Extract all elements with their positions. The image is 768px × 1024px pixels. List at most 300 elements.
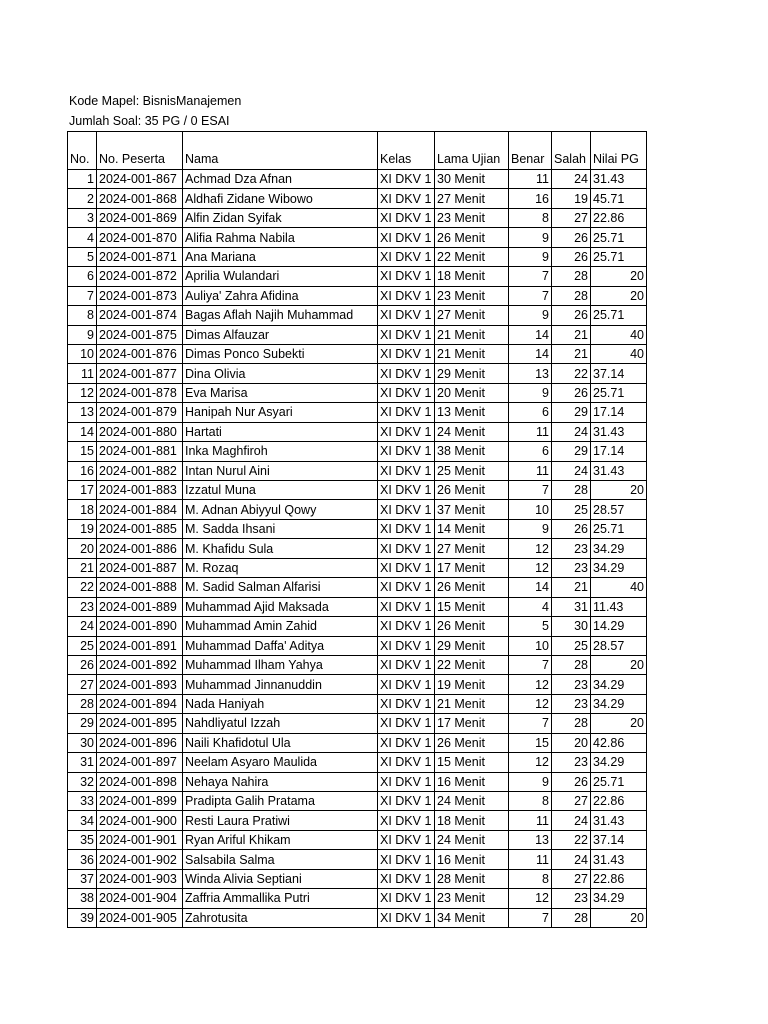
cell-no: 12: [68, 383, 97, 402]
cell-nilai-pg: 25.71: [591, 383, 647, 402]
cell-kelas: XI DKV 1: [378, 344, 435, 363]
cell-no: 15: [68, 442, 97, 461]
cell-no: 4: [68, 228, 97, 247]
cell-nama: Inka Maghfiroh: [183, 442, 378, 461]
cell-nama: Muhammad Jinnanuddin: [183, 675, 378, 694]
cell-benar: 16: [509, 189, 552, 208]
cell-salah: 21: [552, 325, 591, 344]
cell-lama-ujian: 21 Menit: [435, 344, 509, 363]
cell-kelas: XI DKV 1: [378, 286, 435, 305]
cell-kelas: XI DKV 1: [378, 558, 435, 577]
cell-lama-ujian: 17 Menit: [435, 558, 509, 577]
cell-lama-ujian: 16 Menit: [435, 772, 509, 791]
cell-benar: 6: [509, 403, 552, 422]
cell-lama-ujian: 18 Menit: [435, 267, 509, 286]
cell-no: 21: [68, 558, 97, 577]
cell-lama-ujian: 24 Menit: [435, 422, 509, 441]
table-row: [68, 267, 647, 286]
cell-no: 14: [68, 422, 97, 441]
cell-no: 11: [68, 364, 97, 383]
cell-lama-ujian: 26 Menit: [435, 617, 509, 636]
cell-benar: 9: [509, 383, 552, 402]
cell-nilai-pg: 20: [591, 908, 647, 927]
cell-no-peserta: 2024-001-879: [97, 403, 183, 422]
cell-nilai-pg: 31.43: [591, 811, 647, 830]
cell-nilai-pg: 31.43: [591, 422, 647, 441]
cell-nama: Muhammad Daffa' Aditya: [183, 636, 378, 655]
cell-salah: 22: [552, 830, 591, 849]
cell-lama-ujian: 30 Menit: [435, 170, 509, 189]
cell-salah: 27: [552, 869, 591, 888]
cell-no: 36: [68, 850, 97, 869]
cell-no: 23: [68, 597, 97, 616]
cell-salah: 23: [552, 694, 591, 713]
cell-benar: 9: [509, 519, 552, 538]
cell-nama: M. Sadid Salman Alfarisi: [183, 578, 378, 597]
cell-no: 28: [68, 694, 97, 713]
cell-salah: 28: [552, 481, 591, 500]
cell-kelas: XI DKV 1: [378, 500, 435, 519]
cell-kelas: XI DKV 1: [378, 597, 435, 616]
cell-no: 24: [68, 617, 97, 636]
cell-no-peserta: 2024-001-874: [97, 306, 183, 325]
cell-no: 2: [68, 189, 97, 208]
cell-no-peserta: 2024-001-894: [97, 694, 183, 713]
column-header-nilai-pg: Nilai PG: [591, 132, 647, 170]
cell-salah: 26: [552, 306, 591, 325]
cell-benar: 12: [509, 558, 552, 577]
cell-salah: 24: [552, 170, 591, 189]
cell-no-peserta: 2024-001-867: [97, 170, 183, 189]
cell-benar: 13: [509, 364, 552, 383]
cell-salah: 28: [552, 908, 591, 927]
cell-benar: 11: [509, 422, 552, 441]
cell-no-peserta: 2024-001-900: [97, 811, 183, 830]
table-row: [68, 325, 647, 344]
cell-salah: 22: [552, 364, 591, 383]
cell-benar: 7: [509, 908, 552, 927]
cell-no: 27: [68, 675, 97, 694]
cell-no: 17: [68, 481, 97, 500]
cell-benar: 9: [509, 247, 552, 266]
cell-nilai-pg: 37.14: [591, 830, 647, 849]
table-row: [68, 675, 647, 694]
cell-nama: Aldhafi Zidane Wibowo: [183, 189, 378, 208]
cell-benar: 4: [509, 597, 552, 616]
table-row: [68, 655, 647, 674]
cell-no: 10: [68, 344, 97, 363]
cell-no: 20: [68, 539, 97, 558]
cell-nilai-pg: 17.14: [591, 442, 647, 461]
cell-no-peserta: 2024-001-901: [97, 830, 183, 849]
cell-kelas: XI DKV 1: [378, 403, 435, 422]
cell-no-peserta: 2024-001-898: [97, 772, 183, 791]
cell-no-peserta: 2024-001-875: [97, 325, 183, 344]
cell-nilai-pg: 34.29: [591, 558, 647, 577]
cell-salah: 28: [552, 714, 591, 733]
cell-benar: 7: [509, 655, 552, 674]
cell-nama: Muhammad Amin Zahid: [183, 617, 378, 636]
cell-benar: 9: [509, 228, 552, 247]
cell-kelas: XI DKV 1: [378, 617, 435, 636]
cell-salah: 26: [552, 247, 591, 266]
cell-benar: 11: [509, 461, 552, 480]
cell-nama: Naili Khafidotul Ula: [183, 733, 378, 752]
cell-kelas: XI DKV 1: [378, 830, 435, 849]
cell-no-peserta: 2024-001-903: [97, 869, 183, 888]
cell-kelas: XI DKV 1: [378, 519, 435, 538]
cell-nilai-pg: 25.71: [591, 306, 647, 325]
table-row: [68, 578, 647, 597]
cell-nilai-pg: 40: [591, 325, 647, 344]
cell-no-peserta: 2024-001-897: [97, 753, 183, 772]
cell-kelas: XI DKV 1: [378, 694, 435, 713]
cell-nilai-pg: 40: [591, 578, 647, 597]
cell-nama: Salsabila Salma: [183, 850, 378, 869]
table-row: [68, 714, 647, 733]
cell-kelas: XI DKV 1: [378, 442, 435, 461]
cell-lama-ujian: 34 Menit: [435, 908, 509, 927]
cell-benar: 15: [509, 733, 552, 752]
cell-kelas: XI DKV 1: [378, 461, 435, 480]
cell-no-peserta: 2024-001-873: [97, 286, 183, 305]
cell-lama-ujian: 22 Menit: [435, 655, 509, 674]
cell-nilai-pg: 25.71: [591, 772, 647, 791]
cell-kelas: XI DKV 1: [378, 364, 435, 383]
cell-benar: 8: [509, 869, 552, 888]
table-row: [68, 403, 647, 422]
cell-kelas: XI DKV 1: [378, 753, 435, 772]
cell-no-peserta: 2024-001-870: [97, 228, 183, 247]
cell-salah: 24: [552, 461, 591, 480]
cell-kelas: XI DKV 1: [378, 636, 435, 655]
cell-lama-ujian: 14 Menit: [435, 519, 509, 538]
cell-benar: 6: [509, 442, 552, 461]
cell-lama-ujian: 22 Menit: [435, 247, 509, 266]
cell-no: 35: [68, 830, 97, 849]
cell-no: 26: [68, 655, 97, 674]
table-row: [68, 539, 647, 558]
table-row: [68, 189, 647, 208]
cell-no-peserta: 2024-001-891: [97, 636, 183, 655]
cell-lama-ujian: 18 Menit: [435, 811, 509, 830]
cell-no: 22: [68, 578, 97, 597]
cell-no-peserta: 2024-001-877: [97, 364, 183, 383]
cell-no: 3: [68, 208, 97, 227]
cell-benar: 12: [509, 889, 552, 908]
cell-nama: Achmad Dza Afnan: [183, 170, 378, 189]
cell-no-peserta: 2024-001-872: [97, 267, 183, 286]
column-header-lama-ujian: Lama Ujian: [435, 132, 509, 170]
cell-nilai-pg: 34.29: [591, 675, 647, 694]
cell-no: 30: [68, 733, 97, 752]
cell-salah: 27: [552, 208, 591, 227]
cell-benar: 14: [509, 325, 552, 344]
cell-lama-ujian: 23 Menit: [435, 208, 509, 227]
cell-nilai-pg: 31.43: [591, 850, 647, 869]
cell-no: 29: [68, 714, 97, 733]
column-header-no-peserta: No. Peserta: [97, 132, 183, 170]
cell-nama: Pradipta Galih Pratama: [183, 792, 378, 811]
cell-no-peserta: 2024-001-876: [97, 344, 183, 363]
cell-salah: 24: [552, 422, 591, 441]
cell-no-peserta: 2024-001-885: [97, 519, 183, 538]
cell-no-peserta: 2024-001-889: [97, 597, 183, 616]
cell-no-peserta: 2024-001-893: [97, 675, 183, 694]
column-header-kelas: Kelas: [378, 132, 435, 170]
cell-nama: Bagas Aflah Najih Muhammad: [183, 306, 378, 325]
cell-nilai-pg: 25.71: [591, 228, 647, 247]
cell-nama: Muhammad Ajid Maksada: [183, 597, 378, 616]
cell-lama-ujian: 21 Menit: [435, 325, 509, 344]
cell-salah: 25: [552, 500, 591, 519]
cell-kelas: XI DKV 1: [378, 733, 435, 752]
cell-salah: 24: [552, 811, 591, 830]
cell-kelas: XI DKV 1: [378, 792, 435, 811]
cell-nilai-pg: 45.71: [591, 189, 647, 208]
cell-kelas: XI DKV 1: [378, 811, 435, 830]
cell-benar: 7: [509, 481, 552, 500]
cell-nama: Alifia Rahma Nabila: [183, 228, 378, 247]
cell-kelas: XI DKV 1: [378, 383, 435, 402]
cell-lama-ujian: 15 Menit: [435, 597, 509, 616]
cell-no-peserta: 2024-001-869: [97, 208, 183, 227]
table-row: [68, 830, 647, 849]
cell-benar: 12: [509, 753, 552, 772]
cell-kelas: XI DKV 1: [378, 578, 435, 597]
cell-nilai-pg: 34.29: [591, 694, 647, 713]
cell-nilai-pg: 14.29: [591, 617, 647, 636]
cell-nilai-pg: 20: [591, 286, 647, 305]
cell-salah: 30: [552, 617, 591, 636]
cell-no-peserta: 2024-001-882: [97, 461, 183, 480]
cell-no-peserta: 2024-001-883: [97, 481, 183, 500]
table-row: [68, 889, 647, 908]
column-header-no: No.: [68, 132, 97, 170]
table-row: [68, 442, 647, 461]
cell-nilai-pg: 11.43: [591, 597, 647, 616]
cell-lama-ujian: 25 Menit: [435, 461, 509, 480]
cell-kelas: XI DKV 1: [378, 247, 435, 266]
cell-nama: Dimas Ponco Subekti: [183, 344, 378, 363]
cell-kelas: XI DKV 1: [378, 850, 435, 869]
cell-lama-ujian: 28 Menit: [435, 869, 509, 888]
cell-nama: Muhammad Ilham Yahya: [183, 655, 378, 674]
cell-salah: 23: [552, 889, 591, 908]
cell-no: 7: [68, 286, 97, 305]
cell-benar: 13: [509, 830, 552, 849]
cell-no: 31: [68, 753, 97, 772]
cell-kelas: XI DKV 1: [378, 228, 435, 247]
cell-nilai-pg: 22.86: [591, 792, 647, 811]
cell-nama: M. Sadda Ihsani: [183, 519, 378, 538]
cell-salah: 28: [552, 655, 591, 674]
cell-no-peserta: 2024-001-904: [97, 889, 183, 908]
cell-nama: Nahdliyatul Izzah: [183, 714, 378, 733]
cell-nilai-pg: 34.29: [591, 889, 647, 908]
cell-lama-ujian: 23 Menit: [435, 286, 509, 305]
cell-salah: 23: [552, 558, 591, 577]
cell-lama-ujian: 26 Menit: [435, 481, 509, 500]
cell-nilai-pg: 31.43: [591, 461, 647, 480]
cell-no-peserta: 2024-001-895: [97, 714, 183, 733]
cell-salah: 24: [552, 850, 591, 869]
table-row: [68, 344, 647, 363]
cell-nilai-pg: 17.14: [591, 403, 647, 422]
cell-nama: Eva Marisa: [183, 383, 378, 402]
cell-no: 1: [68, 170, 97, 189]
cell-nama: Dimas Alfauzar: [183, 325, 378, 344]
cell-nama: Aprilia Wulandari: [183, 267, 378, 286]
cell-salah: 26: [552, 519, 591, 538]
table-row: [68, 364, 647, 383]
cell-no-peserta: 2024-001-888: [97, 578, 183, 597]
cell-kelas: XI DKV 1: [378, 481, 435, 500]
cell-benar: 11: [509, 811, 552, 830]
table-row: [68, 850, 647, 869]
column-header-benar: Benar: [509, 132, 552, 170]
cell-nilai-pg: 22.86: [591, 869, 647, 888]
cell-no-peserta: 2024-001-899: [97, 792, 183, 811]
cell-no: 19: [68, 519, 97, 538]
cell-salah: 26: [552, 228, 591, 247]
cell-lama-ujian: 19 Menit: [435, 675, 509, 694]
cell-kelas: XI DKV 1: [378, 675, 435, 694]
cell-lama-ujian: 27 Menit: [435, 189, 509, 208]
cell-kelas: XI DKV 1: [378, 908, 435, 927]
table-row: [68, 597, 647, 616]
cell-nama: Auliya' Zahra Afidina: [183, 286, 378, 305]
cell-no: 8: [68, 306, 97, 325]
cell-benar: 8: [509, 208, 552, 227]
cell-kelas: XI DKV 1: [378, 170, 435, 189]
cell-no: 9: [68, 325, 97, 344]
cell-nilai-pg: 25.71: [591, 519, 647, 538]
cell-nama: Winda Alivia Septiani: [183, 869, 378, 888]
table-header-row: [68, 132, 647, 170]
table-row: [68, 422, 647, 441]
cell-no-peserta: 2024-001-905: [97, 908, 183, 927]
cell-kelas: XI DKV 1: [378, 189, 435, 208]
cell-no-peserta: 2024-001-884: [97, 500, 183, 519]
cell-salah: 25: [552, 636, 591, 655]
cell-salah: 23: [552, 753, 591, 772]
cell-salah: 27: [552, 792, 591, 811]
cell-salah: 21: [552, 578, 591, 597]
table-row: [68, 519, 647, 538]
cell-nama: Nehaya Nahira: [183, 772, 378, 791]
cell-kelas: XI DKV 1: [378, 714, 435, 733]
cell-no-peserta: 2024-001-881: [97, 442, 183, 461]
cell-benar: 9: [509, 306, 552, 325]
results-table: [67, 131, 647, 928]
cell-kelas: XI DKV 1: [378, 208, 435, 227]
cell-salah: 23: [552, 675, 591, 694]
cell-benar: 10: [509, 636, 552, 655]
cell-nama: Neelam Asyaro Maulida: [183, 753, 378, 772]
cell-nama: Intan Nurul Aini: [183, 461, 378, 480]
cell-lama-ujian: 15 Menit: [435, 753, 509, 772]
column-header-salah: Salah: [552, 132, 591, 170]
cell-salah: 19: [552, 189, 591, 208]
cell-nama: Zahrotusita: [183, 908, 378, 927]
cell-nama: Ana Mariana: [183, 247, 378, 266]
cell-no-peserta: 2024-001-878: [97, 383, 183, 402]
cell-lama-ujian: 26 Menit: [435, 228, 509, 247]
cell-no: 6: [68, 267, 97, 286]
cell-nilai-pg: 28.57: [591, 636, 647, 655]
cell-no: 18: [68, 500, 97, 519]
cell-nilai-pg: 37.14: [591, 364, 647, 383]
cell-no-peserta: 2024-001-886: [97, 539, 183, 558]
table-row: [68, 753, 647, 772]
cell-kelas: XI DKV 1: [378, 325, 435, 344]
cell-lama-ujian: 21 Menit: [435, 694, 509, 713]
cell-lama-ujian: 20 Menit: [435, 383, 509, 402]
cell-benar: 12: [509, 539, 552, 558]
cell-benar: 12: [509, 694, 552, 713]
cell-salah: 26: [552, 772, 591, 791]
table-row: [68, 636, 647, 655]
cell-salah: 21: [552, 344, 591, 363]
cell-no: 32: [68, 772, 97, 791]
cell-salah: 31: [552, 597, 591, 616]
cell-no: 39: [68, 908, 97, 927]
cell-lama-ujian: 37 Menit: [435, 500, 509, 519]
cell-nilai-pg: 28.57: [591, 500, 647, 519]
cell-benar: 14: [509, 578, 552, 597]
cell-kelas: XI DKV 1: [378, 422, 435, 441]
cell-kelas: XI DKV 1: [378, 889, 435, 908]
cell-salah: 23: [552, 539, 591, 558]
table-row: [68, 908, 647, 927]
table-row: [68, 481, 647, 500]
cell-nama: Nada Haniyah: [183, 694, 378, 713]
cell-lama-ujian: 24 Menit: [435, 830, 509, 849]
cell-lama-ujian: 29 Menit: [435, 636, 509, 655]
cell-lama-ujian: 13 Menit: [435, 403, 509, 422]
table-row: [68, 869, 647, 888]
cell-no-peserta: 2024-001-880: [97, 422, 183, 441]
cell-kelas: XI DKV 1: [378, 306, 435, 325]
table-row: [68, 772, 647, 791]
kode-mapel-label: Kode Mapel: BisnisManajemen: [69, 94, 242, 108]
cell-nama: M. Khafidu Sula: [183, 539, 378, 558]
cell-nama: Ryan Ariful Khikam: [183, 830, 378, 849]
cell-no-peserta: 2024-001-902: [97, 850, 183, 869]
cell-benar: 10: [509, 500, 552, 519]
cell-nilai-pg: 20: [591, 267, 647, 286]
cell-nilai-pg: 20: [591, 714, 647, 733]
table-row: [68, 383, 647, 402]
cell-salah: 29: [552, 442, 591, 461]
cell-nilai-pg: 20: [591, 655, 647, 674]
cell-salah: 28: [552, 286, 591, 305]
cell-benar: 9: [509, 772, 552, 791]
cell-kelas: XI DKV 1: [378, 655, 435, 674]
cell-no-peserta: 2024-001-890: [97, 617, 183, 636]
cell-no-peserta: 2024-001-871: [97, 247, 183, 266]
cell-no-peserta: 2024-001-892: [97, 655, 183, 674]
cell-nilai-pg: 42.86: [591, 733, 647, 752]
table-row: [68, 461, 647, 480]
cell-nilai-pg: 31.43: [591, 170, 647, 189]
cell-nilai-pg: 40: [591, 344, 647, 363]
table-row: [68, 811, 647, 830]
cell-benar: 7: [509, 267, 552, 286]
cell-nama: Alfin Zidan Syifak: [183, 208, 378, 227]
cell-nama: M. Adnan Abiyyul Qowy: [183, 500, 378, 519]
